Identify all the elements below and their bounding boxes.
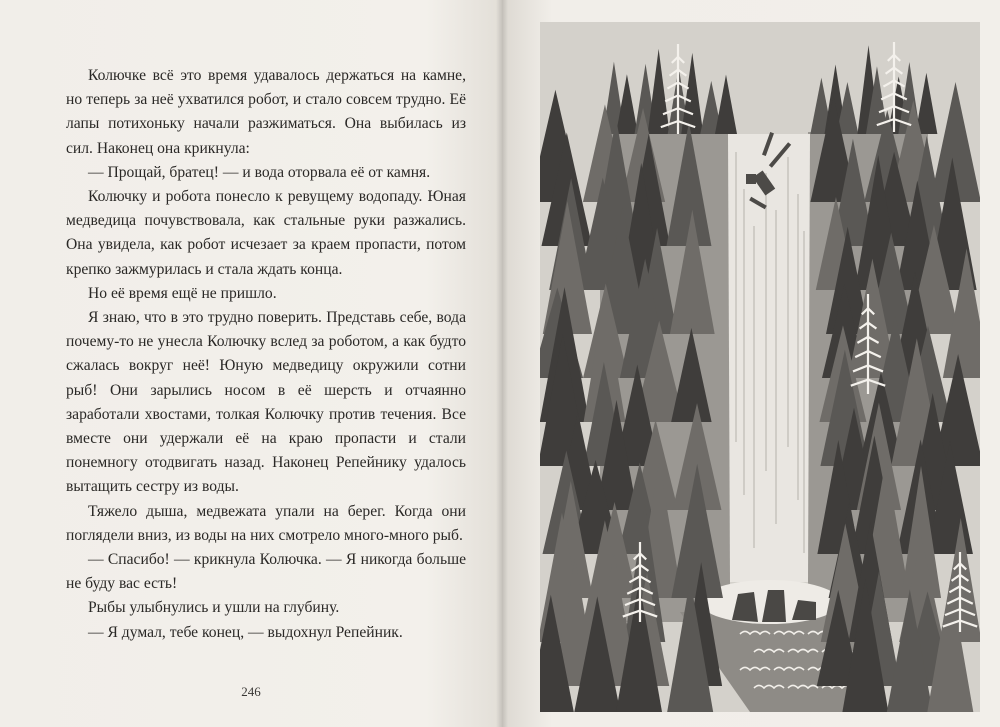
paragraph: — Спасибо! — крикнула Колючка. — Я никогда больше не буду вас есть! <box>66 551 466 593</box>
paragraph: Я знаю, что в это трудно поверить. Представь себе, вода почему-то не унесла Колючку вслед за роботом, а как будто сжалась вокруг неё! Юную медведицу окружили сотни рыб! Они зарылись носом в её шерсть и отчаянно заработали хвостами, толкая Колючку против течения. Все вместе они удержали её на краю пропасти и стали понемногу отодвигать назад. Наконец Репейнику удалось вытащить сестру из воды. <box>66 309 466 496</box>
waterfall-forest-image <box>540 22 980 712</box>
paragraph: Но её время ещё не пришло. <box>88 284 277 302</box>
story-text <box>66 64 466 645</box>
waterfall-illustration <box>540 22 980 712</box>
paragraph: Рыбы улыбнулись и ушли на глубину. <box>88 599 340 617</box>
book-gutter <box>496 0 508 727</box>
page-number: 246 <box>241 684 261 699</box>
paragraph: — Я думал, тебе конец, — выдохнул Репейник. <box>88 623 403 641</box>
paragraph: — Прощай, братец! — и вода оторвала её от камня. <box>88 163 431 181</box>
paragraph: Колючку и робота понесло к ревущему водопаду. Юная медведица почувствовала, как стальные руки разжались. Она увидела, как робот исчезает за краем пропасти, потом крепко зажмурилась и стала ждать конца. <box>66 188 466 278</box>
paragraph: Тяжело дыша, медвежата упали на берег. Когда они поглядели вниз, из воды на них смотрело много-много рыб. <box>66 502 466 544</box>
paragraph: Колючке всё это время удавалось держаться на камне, но теперь за неё ухватился робот, и стало совсем трудно. Её лапы потихоньку начали разжиматься. Она выбилась из сил. Наконец она крикнула: <box>66 67 466 157</box>
